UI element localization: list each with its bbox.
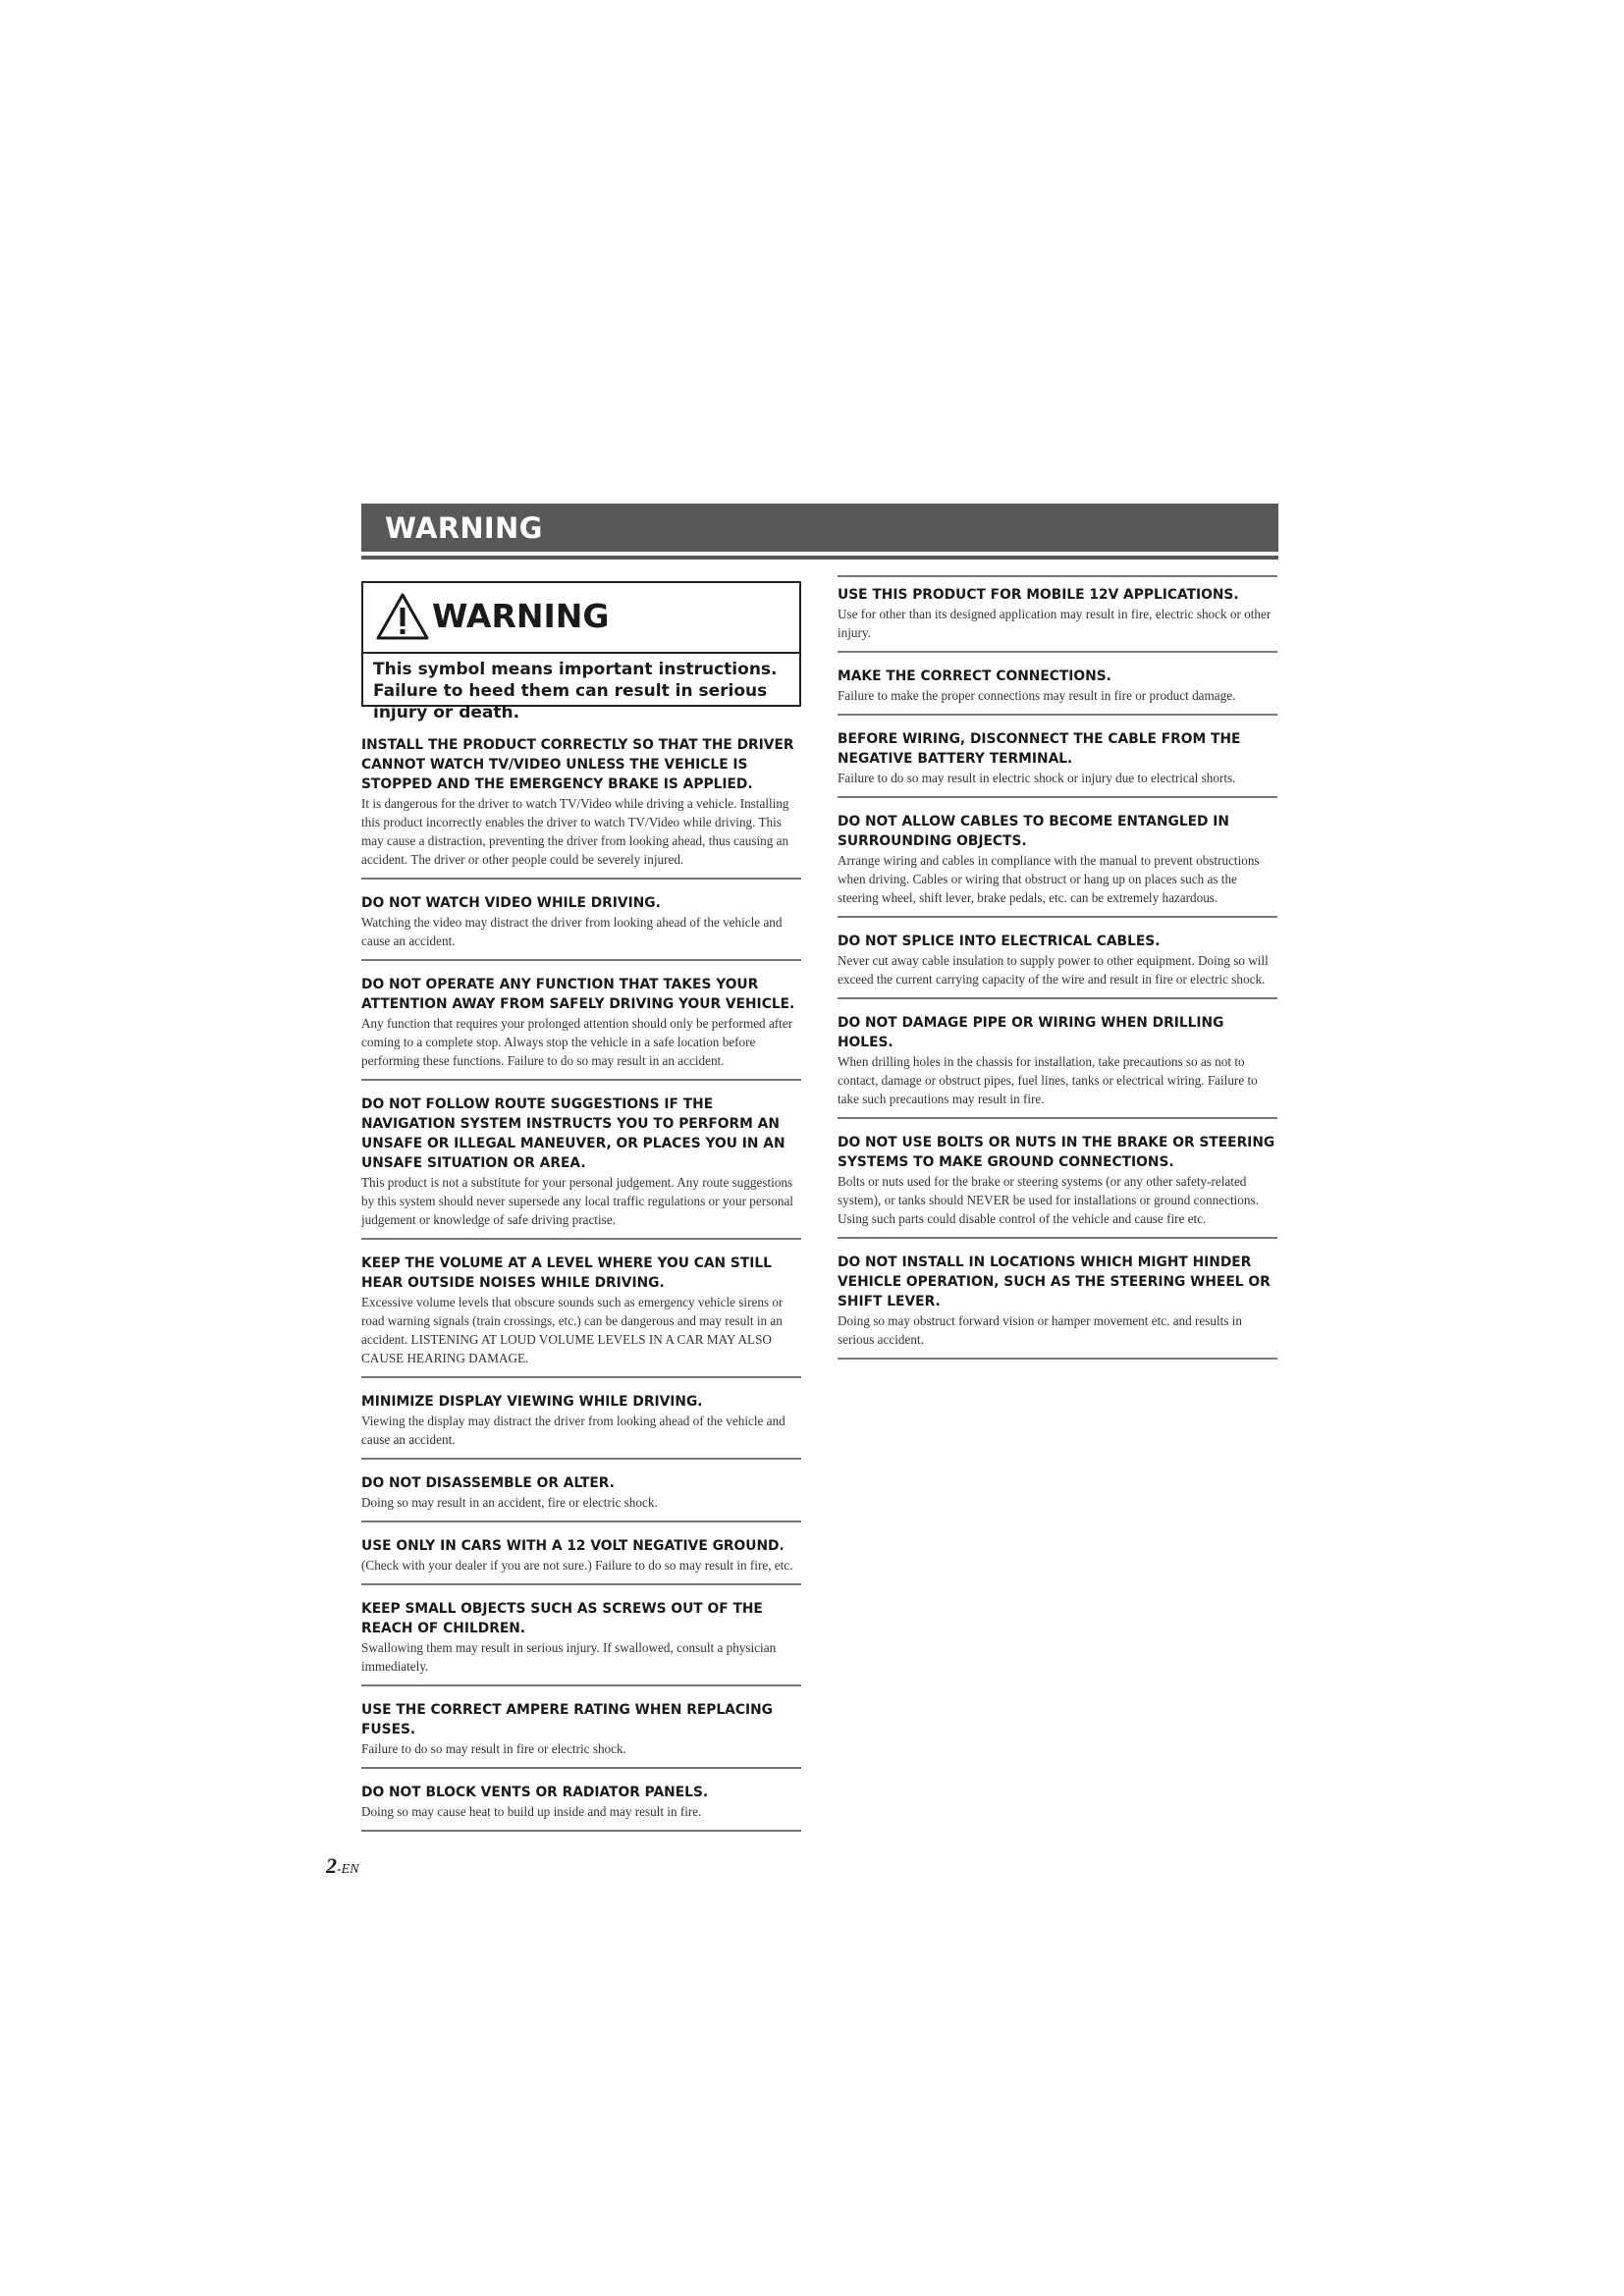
warning-item <box>838 1009 1277 1119</box>
warning-description: This symbol means important instructions. Failure to heed them can result in serious injury or death. <box>373 660 778 722</box>
warning-item-body: Doing so may obstruct forward vision or hamper movement etc. and results in serious accident. <box>838 1313 1243 1347</box>
warning-item-heading: BEFORE WIRING, DISCONNECT THE CABLE FROM THE NEGATIVE BATTERY TERMINAL. <box>838 731 1241 767</box>
banner-rule <box>361 556 1278 560</box>
right-column <box>838 575 1277 1369</box>
warning-item-body: Failure to make the proper connections may result in fire or product damage. <box>838 688 1236 703</box>
warning-item-body: When drilling holes in the chassis for installation, take precautions so as not to contact, damage or obstruct pipes, fuel lines, tanks or electrical wiring. Failure to take such precautions may result in fire. <box>838 1054 1258 1106</box>
warning-item <box>361 731 801 880</box>
warning-item-body: Doing so may cause heat to build up inside and may result in fire. <box>361 1804 702 1819</box>
warning-item-body: Swallowing them may result in serious injury. If swallowed, consult a physician immediately. <box>361 1640 777 1674</box>
warning-item <box>361 1388 801 1460</box>
warning-item <box>361 1779 801 1832</box>
warning-item-heading: DO NOT USE BOLTS OR NUTS IN THE BRAKE OR STEERING SYSTEMS TO MAKE GROUND CONNECTIONS. <box>838 1135 1275 1170</box>
warning-item-heading: DO NOT DISASSEMBLE OR ALTER. <box>361 1475 615 1491</box>
warning-item-heading: MINIMIZE DISPLAY VIEWING WHILE DRIVING. <box>361 1394 703 1410</box>
warning-item-body: Arrange wiring and cables in compliance with the manual to prevent obstructions when driving. Cables or wiring that obstruct or hang up on places such as the steering wheel, shift lever, brake pedals, etc. can be extremely hazardous. <box>838 853 1260 905</box>
warning-item <box>838 1249 1277 1360</box>
warning-item-heading: KEEP SMALL OBJECTS SUCH AS SCREWS OUT OF THE REACH OF CHILDREN. <box>361 1601 763 1636</box>
warning-item-heading: DO NOT WATCH VIDEO WHILE DRIVING. <box>361 895 661 911</box>
warning-item-body: Doing so may result in an accident, fire or electric shock. <box>361 1495 658 1510</box>
left-column <box>361 575 801 1842</box>
warning-item-heading: INSTALL THE PRODUCT CORRECTLY SO THAT THE DRIVER CANNOT WATCH TV/VIDEO UNLESS THE VEHICLE IS STOPPED AND THE EMERGENCY BRAKE IS APPLIED. <box>361 737 794 792</box>
warning-item-heading: DO NOT DAMAGE PIPE OR WIRING WHEN DRILLING HOLES. <box>838 1015 1224 1050</box>
warning-item-heading: DO NOT SPLICE INTO ELECTRICAL CABLES. <box>838 934 1161 949</box>
warning-item-heading: DO NOT INSTALL IN LOCATIONS WHICH MIGHT HINDER VEHICLE OPERATION, SUCH AS THE STEERING WHEEL OR SHIFT LEVER. <box>838 1255 1271 1309</box>
warning-item <box>838 725 1277 798</box>
left-warning-list <box>361 731 801 1832</box>
warning-word: WARNING <box>432 597 610 635</box>
warning-item <box>838 928 1277 999</box>
warning-box-header <box>363 583 799 654</box>
warning-item-body: Failure to do so may result in fire or electric shock. <box>361 1741 626 1756</box>
section-title: WARNING <box>385 511 543 545</box>
warning-item-body: This product is not a substitute for your personal judgement. Any route suggestions by this system should never supersede any local traffic regulations or your personal judgement or knowledge of safe driving practise. <box>361 1175 793 1227</box>
warning-item <box>361 1696 801 1769</box>
warning-item-body: Any function that requires your prolonged attention should only be performed after coming to a complete stop. Always stop the vehicle in a safe location before performing these functions. Failure to do so may result in an accident. <box>361 1016 793 1068</box>
warning-item-body: It is dangerous for the driver to watch TV/Video while driving a vehicle. Installing this product incorrectly enables the driver to watch TV/Video while driving. This may cause a distraction, preventing the driver from looking ahead, thus causing an accident. The driver or other people could be severely injured. <box>361 796 789 867</box>
warning-item-body: Viewing the display may distract the driver from looking ahead of the vehicle and cause an accident. <box>361 1414 785 1447</box>
page-number <box>326 1853 359 1879</box>
warning-symbol-box <box>361 581 801 722</box>
warning-item-body: Never cut away cable insulation to supply power to other equipment. Doing so will exceed the current carrying capacity of the wire and result in fire or electric shock. <box>838 953 1269 987</box>
right-warning-list <box>838 575 1277 1360</box>
page-language: -EN <box>337 1862 359 1877</box>
warning-item <box>838 663 1277 716</box>
warning-item-body: Failure to do so may result in electric shock or injury due to electrical shorts. <box>838 771 1236 785</box>
warning-item-body: Bolts or nuts used for the brake or steering systems (or any other safety-related system), or tanks should NEVER be used for installations or ground connections. Using such parts could disable control of the vehicle and cause fire etc. <box>838 1174 1259 1226</box>
warning-item-heading: KEEP THE VOLUME AT A LEVEL WHERE YOU CAN STILL HEAR OUTSIDE NOISES WHILE DRIVING. <box>361 1255 772 1291</box>
warning-item-body: Use for other than its designed application may result in fire, electric shock or other injury. <box>838 607 1272 640</box>
warning-item-heading: USE THE CORRECT AMPERE RATING WHEN REPLACING FUSES. <box>361 1702 773 1737</box>
warning-item <box>838 1129 1277 1239</box>
warning-item <box>361 889 801 961</box>
warning-item-body: Watching the video may distract the driver from looking ahead of the vehicle and cause an accident. <box>361 915 783 948</box>
warning-item <box>361 1250 801 1378</box>
warning-item-body: Excessive volume levels that obscure sounds such as emergency vehicle sirens or road warning signals (train crossings, etc.) can be dangerous and may result in an accident. LISTENING AT LOUD VOLUME LEVELS IN A CAR MAY ALSO CAUSE HEARING DAMAGE. <box>361 1295 784 1365</box>
warning-item-heading: DO NOT FOLLOW ROUTE SUGGESTIONS IF THE NAVIGATION SYSTEM INSTRUCTS YOU TO PERFORM AN UNSAFE OR ILLEGAL MANEUVER, OR PLACES YOU IN AN UNSAFE SITUATION OR AREA. <box>361 1096 785 1171</box>
warning-item-heading: DO NOT BLOCK VENTS OR RADIATOR PANELS. <box>361 1785 709 1800</box>
warning-item <box>361 971 801 1081</box>
section-banner <box>361 504 1278 552</box>
warning-item-body: (Check with your dealer if you are not sure.) Failure to do so may result in fire, etc. <box>361 1558 793 1573</box>
warning-item-heading: USE ONLY IN CARS WITH A 12 VOLT NEGATIVE GROUND. <box>361 1538 785 1554</box>
warning-item <box>361 1532 801 1585</box>
warning-item-heading: MAKE THE CORRECT CONNECTIONS. <box>838 668 1111 684</box>
warning-item <box>361 1091 801 1240</box>
warning-item <box>361 1595 801 1686</box>
warning-item-heading: USE THIS PRODUCT FOR MOBILE 12V APPLICATIONS. <box>838 587 1239 603</box>
page-number-value: 2 <box>326 1853 337 1878</box>
warning-item <box>361 1469 801 1522</box>
warning-triangle-icon <box>375 591 430 642</box>
warning-item-heading: DO NOT ALLOW CABLES TO BECOME ENTANGLED IN SURROUNDING OBJECTS. <box>838 814 1229 849</box>
warning-item-heading: DO NOT OPERATE ANY FUNCTION THAT TAKES YOUR ATTENTION AWAY FROM SAFELY DRIVING YOUR VEHICLE. <box>361 977 795 1012</box>
warning-item <box>838 575 1277 653</box>
warning-item <box>838 808 1277 918</box>
